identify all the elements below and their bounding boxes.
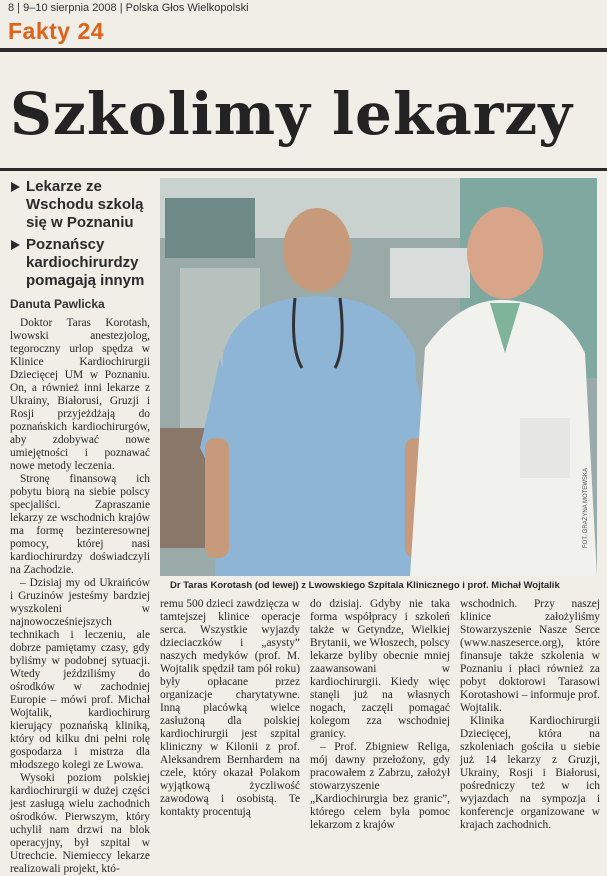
headline-rule xyxy=(0,168,607,171)
triangle-bullet-icon xyxy=(11,182,20,192)
paragraph: – Dzisiaj my od Ukraińców i Gruzinów jesteśmy bardziej wyszkoleni w najnowocześniejszych technikach i leczeniu, ale dobrze pamiętamy czasy, gdy byliśmy w podobnej sytuacji. Wtedy jeździliśmy do ośrodków w zachodniej Europie – mówi prof. Michał Wojtalik, kardiochirurg kierujący poznańską kliniką, który od kilku dni pełni rolę gospodarza i mistrza dla młodszego kolegi ze Lwowa. xyxy=(10,577,150,771)
paragraph: – Prof. Zbigniew Religa, mój dawny przełożony, gdy pracowałem z Zabrzu, założył stowarzyszenie „Kardiochirurgia bez granic”, którego celem była pomoc lekarzom z krajów xyxy=(310,741,450,831)
article-column-4 xyxy=(460,598,600,831)
photo-credit: FOT. GRAŻYNA MOTEWSKA xyxy=(583,467,589,548)
paragraph: do dzisiaj. Gdyby nie taka forma współpracy i szkoleń także w Getyndze, Wielkiej Brytanii, we Włoszech, polscy lekarze byliby obecnie mniej zaawansowani w kardiochirurgii. Kiedy więc stanęli już na własnych nogach, zaczęli pomagać kolegom zza wschodniej granicy. xyxy=(310,598,450,740)
lead-item xyxy=(10,236,150,290)
paragraph: remu 500 dzieci zawdzięcza w tamtejszej klinice operacje serca. Wszystkie wyjazdy dzieciaczków i „asysty” naszych medyków (prof. M. Wojtalik spędził tam pół roku) były opłacane przez organizacje charytatywne. Inną placówką wielce zasłużoną dla polskiej kardiochirurgii jest szpital kliniczny w Kilonii z prof. Aleksandrem Bernhardem na czele, który okazał Polakom wyjątkową życzliwość zawodową i osobistą. Te kontakty procentują xyxy=(160,598,300,818)
paragraph: Klinika Kardiochirurgii Dziecięcej, która na szkoleniach gościła u siebie już 14 lekarzy z Gruzji, Ukrainy, Rosji i Białorusi, pośredniczy też w ich wyjazdach na sympozja i konferencje organizowane w krajach zachodnich. xyxy=(460,715,600,831)
paragraph: Stronę finansową ich pobytu biorą na siebie polscy specjaliści. Zapraszanie lekarzy ze wschodnich krajów ma formę bezinteresownej pomocy, której nasi kardiochirurdzy doświadczyli na Zachodzie. xyxy=(10,473,150,576)
paragraph: Wysoki poziom polskiej kardiochirurgii w dużej części jest zasługą wielu zachodnich ośrodków. Pierwszym, który uchylił nam drzwi na blok operacyjny, był szpital w Utrechcie. Niemieccy lekarze realizowali projekt, któ- xyxy=(10,772,150,875)
photo-caption: Dr Taras Korotash (od lewej) z Lwowskiego Szpitala Klinicznego i prof. Michał Wojtalik xyxy=(170,580,560,591)
lead-text: Lekarze ze Wschodu szkolą się w Poznaniu xyxy=(26,178,144,231)
article-column-3 xyxy=(310,598,450,831)
section-label: Fakty 24 xyxy=(8,18,105,44)
lead-list xyxy=(10,178,150,294)
paragraph: Doktor Taras Korotash, lwowski anestezjolog, tegoroczny urlop spędza w Klinice Kardiochirurgii Dziecięcej UM w Poznaniu. On, a również inni lekarze z Ukrainy, Białorusi, Gruzji i Rosji przyjeżdżają do poznańskich kardiochirurgów, aby zdobywać nowe umiejętności i poznawać nowe metody leczenia. xyxy=(10,317,150,472)
lead-item xyxy=(10,178,150,232)
article-column-1 xyxy=(10,317,150,875)
byline: Danuta Pawlicka xyxy=(10,297,105,311)
photo-illustration xyxy=(160,178,597,576)
article-photo xyxy=(160,178,597,576)
article-column-2 xyxy=(160,598,300,818)
triangle-bullet-icon xyxy=(11,240,20,250)
lead-text: Poznańscy kardiochirurdzy pomagają innym xyxy=(26,236,145,289)
page-folio: 8 | 9–10 sierpnia 2008 | Polska Głos Wielkopolski xyxy=(8,2,249,14)
paragraph: wschodnich. Przy naszej klinice założyliśmy Stowarzyszenie Nasze Serce (www.naszeserce.org), które finansuje także szkolenia w Poznaniu i płaci również za pobyt doktorowi Tarasowi Korotashowi – informuje prof. Wojtalik. xyxy=(460,598,600,714)
headline: Szkolimy lekarzy xyxy=(10,80,573,148)
top-rule xyxy=(0,48,607,52)
